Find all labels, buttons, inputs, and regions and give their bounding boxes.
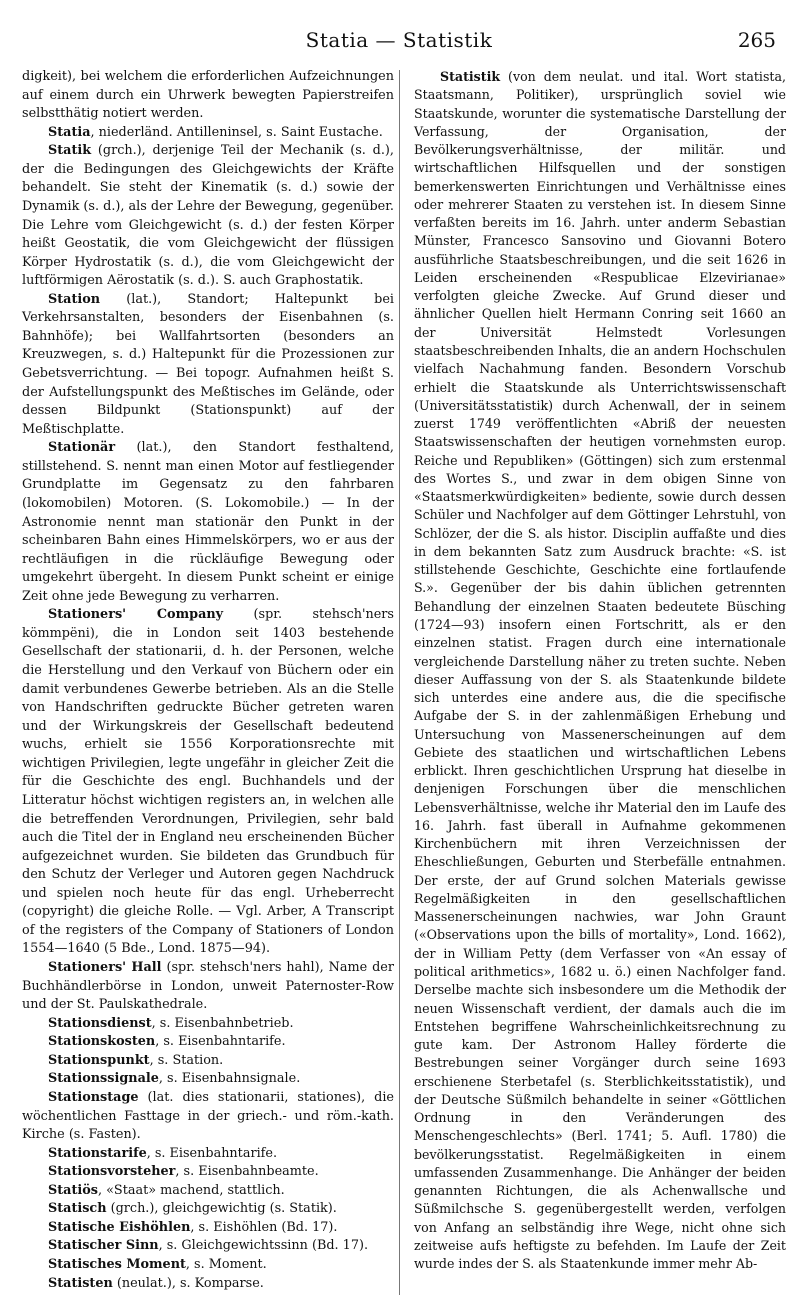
entry-headword: Statia xyxy=(48,124,91,140)
entry-text: digkeit), bei welchem die erforderlichen Aufzeichnungen auf einem durch ein Uhrwerk bewegten Papierstreifen selbstthätig notiert werden. xyxy=(22,69,394,122)
left-column xyxy=(22,68,394,1293)
dictionary-entry xyxy=(22,1052,394,1071)
column-divider xyxy=(399,70,400,1295)
entry-headword: Station xyxy=(48,291,101,307)
entry-headword: Stationstage xyxy=(48,1089,139,1105)
entry-text: (spr. stehsch'ners kömmpëni), die in London seit 1403 bestehende Gesellschaft der stationarii, d. h. der Personen, welche die Herstellung und den Verkauf von Büchern oder ein damit verbundenes Gewerbe betrieben. Als an die Stelle von Handschriften gedruckte Bücher getreten waren und der Wirkungskreis der Gesellschaft bedeutend wuchs, erhielt sie 1556 Korporationsrechte mit wichtigen Privilegien, legte ungefähr in gleicher Zeit die für die Geschichte des engl. Buchhandels und der Litteratur höchst wichtigen registers an, in welchen alle die betreffenden Verordnungen, Privilegien, sehr bald auch die Titel der in England neu erscheinenden Bücher aufgezeichnet wurden. Sie bildeten das Grundbuch für den Schutz der Verleger und Autoren gegen Nachdruck und spielen noch heute für das engl. Urheberrecht (copyright) die gleiche Rolle. — Vgl. Arber, A Transcript of the registers of the Company of Stationers of London 1554—1640 (5 Bde., Lond. 1875—94). xyxy=(22,607,394,957)
entry-text: (grch.), gleichgewichtig (s. Statik). xyxy=(106,1201,337,1217)
entry-text: , «Staat» machend, stattlich. xyxy=(97,1182,285,1198)
dictionary-entry xyxy=(22,1182,394,1201)
running-title: Statia — Statistik xyxy=(305,28,493,52)
dictionary-entry xyxy=(414,68,786,1274)
entry-headword: Stationers' Company xyxy=(48,607,224,623)
entry-headword: Statiös xyxy=(48,1182,98,1198)
dictionary-entry xyxy=(22,1145,394,1164)
dictionary-entry xyxy=(22,1200,394,1219)
entry-headword: Stationspunkt xyxy=(48,1052,150,1068)
right-column xyxy=(414,68,786,1274)
entry-text: , s. Gleichgewichtssinn (Bd. 17). xyxy=(158,1238,369,1254)
entry-text: , s. Eisenbahnbeamte. xyxy=(175,1164,319,1180)
dictionary-entry xyxy=(22,142,394,291)
dictionary-entry xyxy=(22,606,394,959)
dictionary-entry xyxy=(22,1089,394,1145)
entry-text: , s. Station. xyxy=(149,1052,224,1068)
dictionary-entry xyxy=(22,68,394,124)
dictionary-entry xyxy=(22,124,394,143)
dictionary-entry xyxy=(22,439,394,606)
entry-text: , s. Eishöhlen (Bd. 17). xyxy=(190,1219,338,1235)
entry-headword: Stationär xyxy=(48,440,116,456)
entry-text: , s. Moment. xyxy=(185,1257,267,1272)
entry-headword: Statistik xyxy=(440,69,501,84)
entry-headword: Statisch xyxy=(48,1201,107,1217)
entry-headword: Statisches Moment xyxy=(48,1257,186,1272)
dictionary-entry xyxy=(22,1163,394,1182)
entry-text: , s. Eisenbahntarife. xyxy=(146,1145,278,1161)
entry-text: (lat.), den Standort festhaltend, stillstehend. S. nennt man einen Motor auf festliegender Grundplatte im Gegensatz zu den fahrbaren (lokomobilen) Motoren. (S. Lokomobile.) — In der Astronomie nennt man stationär den Punkt in der scheinbaren Bahn eines Himmelskörpers, wo er aus der rechtläufigen in die rückläufige Bewegung oder umgekehrt übergeht. In diesem Punkt scheint er einige Zeit ohne jede Bewegung zu verharren. xyxy=(22,440,394,604)
entry-headword: Stationssignale xyxy=(48,1071,159,1087)
entry-text: (neulat.), s. Komparse. xyxy=(112,1275,264,1291)
entry-headword: Statik xyxy=(48,143,92,159)
dictionary-entry xyxy=(22,1237,394,1256)
dictionary-entry xyxy=(22,291,394,440)
dictionary-entry xyxy=(22,1033,394,1052)
dictionary-entry xyxy=(22,1070,394,1089)
dictionary-entry xyxy=(22,1256,394,1275)
entry-headword: Stationsdienst xyxy=(48,1015,152,1031)
entry-headword: Statischer Sinn xyxy=(48,1238,159,1254)
entry-text: (von dem neulat. und ital. Wort statista, Staatsmann, Politiker), ursprünglich soviel wie Staatskunde, worunter die systematische Darstellung der Verfassung, der Organisation, der Bevölkerungsverhältnisse, der militär. und wirtschaftlichen Hilfsquellen und der sonstigen bemerkenswerten Einrichtungen und Verhältnisse eines oder mehrerer Staaten zu verstehen ist. In diesem Sinne verfaßten bereits im 16. Jahrh. unter anderm Sebastian Münster, Francesco Sansovino und Giovanni Botero ausführliche Staatsbeschreibungen, und die seit 1626 in Leiden erscheinenden «Respublicae Elzevirianae» verfolgten gleiche Zwecke. Auf Grund dieser und ähnlicher Quellen hielt Hermann Conring seit 1660 an der Universität Helmstedt Vorlesungen staatsbeschreibenden Inhalts, die an andern Hochschulen vielfach Nachahmung fanden. Besondern Vorschub erhielt die Staatskunde als Unterrichtswissenschaft (Universitätsstatistik) durch Achenwall, der in seinem zuerst 1749 veröffentlichten «Abriß der neuesten Staatswissenschaften der heutigen vornehmsten europ. Reiche und Republiken» (Göttingen) sich zum erstenmal des Wortes S., und zwar in dem obigen Sinne von «Staatsmerkwürdigkeiten» bediente, sowie durch dessen Schüler und Nachfolger auf dem Göttinger Lehrstuhl, von Schlözer, der die S. als histor. Disciplin auffaßte und dies in dem bekannten Satz zum Ausdruck brachte: «S. ist stillstehende Geschichte, Geschichte eine fortlaufende S.». Gegenüber der bis dahin üblichen getrennten Behandlung der einzelnen Staaten bedeutete Büsching (1724—93) insofern einen Fortschritt, als er den einzelnen statist. Fragen durch eine internationale vergleichende Darstellung näher zu treten suchte. Neben dieser Auffassung von der S. als Staatenkunde bildete sich unterdes eine andere aus, die die specifische Aufgabe der S. in der zahlenmäßigen Erhebung und Untersuchung von Massenerscheinungen auf dem Gebiete des staatlichen und wirtschaftlichen Lebens erblickt. Ihren geschichtlichen Ursprung hat dieselbe in denjenigen Forschungen über die menschlichen Lebensverhältnisse, welche ihr Material den im Laufe des 16. Jahrh. fast überall in Aufnahme gekommenen Kirchenbüchern mit ihren Verzeichnissen der Eheschließungen, Geburten und Sterbefälle entnahmen. Der erste, der auf Grund solchen Materials gewisse Regelmäßigkeiten in den gesellschaftlichen Massenerscheinungen nachwies, war John Graunt («Observations upon the bills of mortality», Lond. 1662), der in William Petty (dem Verfasser von «An essay of political arithmetics», 1682 u. ö.) einen Nachfolger fand. Derselbe machte sich insbesondere um die Methodik der neuen Wissenschaft verdient, der damals auch die im Entstehen begriffene Wahrscheinlichkeitsrechnung zu gute kam. Der Astronom Halley förderte die Bestrebungen seiner Vorgänger durch seine 1693 erschienene Sterbetafel (s. Sterblichkeitsstatistik), und der Deutsche Süßmilch behandelte in seiner «Göttlichen Ordnung in den Veränderungen des Menschengeschlechts» (Berl. 1741; 5. Aufl. 1780) die bevölkerungsstatist. Regelmäßigkeiten in einem umfassenden Zusammenhange. Die Anhänger der beiden genannten Richtungen, die als Achenwallsche und Süßmilchsche S. gegenübergestellt werden, verfolgen von Anfang an selbständig ihre Wege, nicht ohne sich zeitweise aufs heftigste zu befehden. Im Laufe der Zeit wurde indes der S. als Staatenkunde immer mehr Ab- xyxy=(414,69,786,1272)
entry-text: , s. Eisenbahnsignale. xyxy=(158,1071,301,1087)
entry-text: (grch.), derjenige Teil der Mechanik (s. d.), der die Bedingungen des Gleichgewichts der Kräfte behandelt. Sie steht der Kinematik (s. d.) sowie der Dynamik (s. d.), als der Lehre der Bewegung, gegenüber. Die Lehre vom Gleichgewicht (s. d.) der festen Körper heißt Geostatik, die vom Gleichgewicht der flüssigen Körper Hydrostatik (s. d.), die vom Gleichgewicht der luftförmigen Aërostatik (s. d.). S. auch Graphostatik. xyxy=(22,143,394,289)
entry-headword: Stationskosten xyxy=(48,1034,156,1050)
entry-headword: Stationers' Hall xyxy=(48,960,162,975)
dictionary-entry xyxy=(22,1015,394,1034)
entry-text: , niederländ. Antilleninsel, s. Saint Eustache. xyxy=(90,124,383,140)
entry-text: (lat.), Standort; Haltepunkt bei Verkehrsanstalten, besonders der Eisenbahnen (s. Bahnhöfe); bei Wallfahrtsorten (besonders an Kreuzwegen, s. d.) Haltepunkt für die Prozessionen zur Gebetsverrichtung. — Bei topogr. Aufnahmen heißt S. der Aufstellungspunkt des Meßtisches im Gelände, oder dessen Bildpunkt (Stationspunkt) auf der Meßtischplatte. xyxy=(22,291,394,437)
dictionary-entry xyxy=(22,1219,394,1238)
entry-headword: Stationsvorsteher xyxy=(48,1164,176,1180)
entry-headword: Stationstarife xyxy=(48,1145,147,1161)
entry-text: , s. Eisenbahnbetrieb. xyxy=(151,1015,294,1031)
dictionary-entry xyxy=(22,959,394,1015)
dictionary-entry xyxy=(22,1275,394,1294)
entry-text: , s. Eisenbahntarife. xyxy=(155,1034,286,1050)
entry-text: (lat. dies stationarii, stationes), die wöchentlichen Fasttage in der griech.- und röm.-kath. Kirche (s. Fasten). xyxy=(22,1089,394,1143)
entry-headword: Statische Eishöhlen xyxy=(48,1219,191,1235)
entry-text: (spr. stehsch'ners hahl), Name der Buchhändlerbörse in London, unweit Paternoster-Row und der St. Paulskathedrale. xyxy=(22,960,394,1013)
page-number: 265 xyxy=(737,28,776,52)
entry-headword: Statisten xyxy=(48,1275,113,1291)
page-header xyxy=(22,28,776,58)
